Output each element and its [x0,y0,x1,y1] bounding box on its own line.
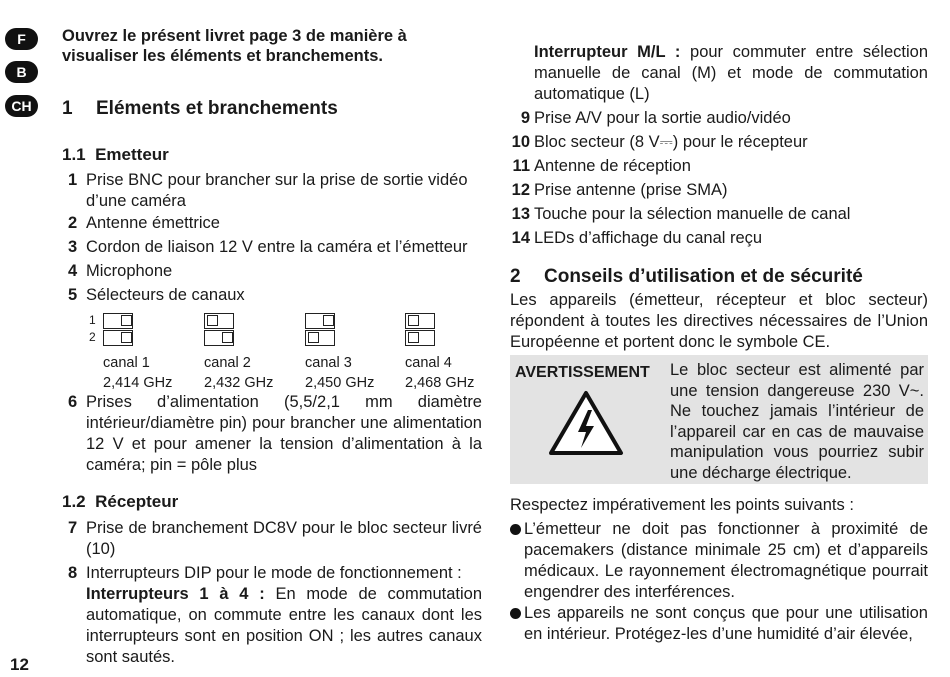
switch-1 [103,313,133,329]
bullet-text: L’émetteur ne doit pas fonctionner à proximité de pacemakers (distance minimale 25 cm) et d’appareils médicaux. Le rayonnement électromagnétique pourrait engendrer des interférences. [524,520,928,601]
subsection-1-2-heading [62,491,178,512]
item-number: 3 [68,238,78,256]
switch-2 [405,330,435,346]
intro-text: Ouvrez le présent livret page 3 de manière à visualiser les éléments et branchements. [62,27,407,65]
section-1-title: Eléments et branchements [96,98,338,119]
recepteur-item-10 [510,132,928,153]
channel-1-diagram [89,313,203,393]
switch-label-1: 1 [89,313,96,327]
lang-badge-ch: CH [5,95,38,117]
item-text: Prise A/V pour la sortie audio/vidéo [534,109,791,127]
section-2-text: Les appareils (émetteur, récepteur et bloc secteur) répondent à toutes les directives nécessaires de l’Union Européenne et portent donc le symbole CE. [510,291,928,351]
item-text: Prise BNC pour brancher sur la prise de sortie vidéo d’une caméra [86,171,468,210]
item-text: Prise antenne (prise SMA) [534,181,728,199]
item-number: 7 [68,519,78,537]
bullet-dot-icon [510,524,521,535]
channel-3-name: canal 3 [305,355,352,371]
switch-knob [121,315,132,326]
switch-1 [405,313,435,329]
recepteur-item-13 [510,204,928,225]
item-number: 9 [520,109,530,127]
warning-title: AVERTISSEMENT [515,364,650,381]
item-number: 6 [68,393,78,411]
switch-knob [408,332,419,343]
section-2-title: Conseils d’utilisation et de sécurité [544,266,863,287]
safety-bullet-2 [510,603,928,645]
recepteur-item-9 [510,108,928,129]
dip-1-4-label: Interrupteurs 1 à 4 : [86,585,265,603]
recepteur-item-11 [510,156,928,177]
recepteur-item-8 [62,563,482,584]
emetteur-item-5 [62,285,482,306]
bullet-text: Les appareils ne sont conçus que pour une utilisation en intérieur. Protégez-les d’une humidité d’air élevée, [524,604,928,643]
bullet-dot-icon [510,608,521,619]
subsection-1-1-heading [62,144,169,165]
item-text: Bloc secteur (8 V⎓) pour le récepteur [534,133,808,151]
switch-knob [308,332,319,343]
switch-knob [121,332,132,343]
item-number: 2 [68,214,78,232]
switch-1 [305,313,335,329]
lang-badge-b: B [5,61,38,83]
item-number: 11 [512,157,530,175]
subsection-1-1-title: Emetteur [95,145,169,164]
switch-1 [204,313,234,329]
subsection-1-1-number: 1.1 [62,145,86,164]
item-number: 1 [68,171,78,189]
channel-2-name: canal 2 [204,355,251,371]
warning-text: Le bloc secteur est alimenté par une tension dangereuse 230 V~. Ne touchez jamais l’intérieur de l’appareil car en cas de mauvaise manipulation vous pourriez subir une décharge électrique. [670,361,924,482]
item-number: 12 [511,181,530,199]
switch-knob [207,315,218,326]
dip-switch [405,313,505,353]
emetteur-item-3 [62,237,482,258]
channel-4-diagram [405,313,505,393]
channel-4-name: canal 4 [405,355,452,371]
channel-3-freq: 2,450 GHz [305,375,375,391]
section-2-number: 2 [510,266,521,287]
item-text: Interrupteurs DIP pour le mode de fonctionnement : [86,564,462,582]
channel-4-freq: 2,468 GHz [405,375,475,391]
channel-1-name: canal 1 [103,355,150,371]
switch-2 [204,330,234,346]
item-8-ml-detail [510,42,928,105]
respect-text: Respectez impérativement les points suivants : [510,496,854,514]
dip-switch [204,313,304,353]
item-8-dip-detail [62,584,482,668]
subsection-1-2-number: 1.2 [62,492,86,511]
item-text: Prises d’alimentation (5,5/2,1 mm diamètre intérieur/diamètre pin) pour brancher une alimentation 12 V et pour amener la tension d’alimentation à la caméra; pin = pôle plus [86,393,482,474]
switch-2 [103,330,133,346]
ml-text: pour commuter entre sélection manuelle de canal (M) et mode de commutation automatique (L) [534,43,929,103]
dip-switch [305,313,405,353]
item-text: Antenne émettrice [86,214,220,232]
switch-knob [323,315,334,326]
item-number: 14 [511,229,530,247]
safety-bullet-1 [510,519,928,603]
section-1-number: 1 [62,98,73,119]
ml-label: Interrupteur M/L : [534,43,681,61]
item-text: LEDs d’affichage du canal reçu [534,229,763,247]
recepteur-item-14 [510,228,928,249]
lang-badge-f: F [5,28,38,50]
item-number: 5 [68,286,78,304]
item-number: 13 [511,205,530,223]
item-text: Cordon de liaison 12 V entre la caméra et l’émetteur [86,238,468,256]
emetteur-item-6 [62,392,482,476]
emetteur-item-4 [62,261,482,282]
dip-1-4-text: En mode de commutation automatique, on commute entre les canaux dont les interrupteurs sont en position ON ; les autres canaux sont sautés. [86,585,483,666]
channel-3-diagram [305,313,405,393]
item-text: Touche pour la sélection manuelle de canal [534,205,851,223]
recepteur-item-12 [510,180,928,201]
warning-box [510,355,928,484]
item-number: 10 [511,133,530,151]
channel-2-freq: 2,432 GHz [204,375,274,391]
switch-knob [408,315,419,326]
emetteur-item-2 [62,213,482,234]
item-text: Microphone [86,262,173,280]
item-text: Prise de branchement DC8V pour le bloc secteur livré (10) [86,519,482,558]
item-text: Antenne de réception [534,157,691,175]
page-number: 12 [10,655,29,674]
channel-1-freq: 2,414 GHz [103,375,173,391]
switch-knob [222,332,233,343]
high-voltage-warning-icon [548,390,624,462]
subsection-1-2-title: Récepteur [95,492,179,511]
item-text: Sélecteurs de canaux [86,286,245,304]
item-number: 4 [68,262,78,280]
section-1-heading [62,98,338,119]
dip-switch [89,313,203,353]
channel-2-diagram [204,313,304,393]
recepteur-item-7 [62,518,482,560]
emetteur-item-1 [62,170,482,212]
item-number: 8 [68,564,78,582]
switch-label-2: 2 [89,330,96,344]
switch-2 [305,330,335,346]
section-2-heading [510,266,863,287]
